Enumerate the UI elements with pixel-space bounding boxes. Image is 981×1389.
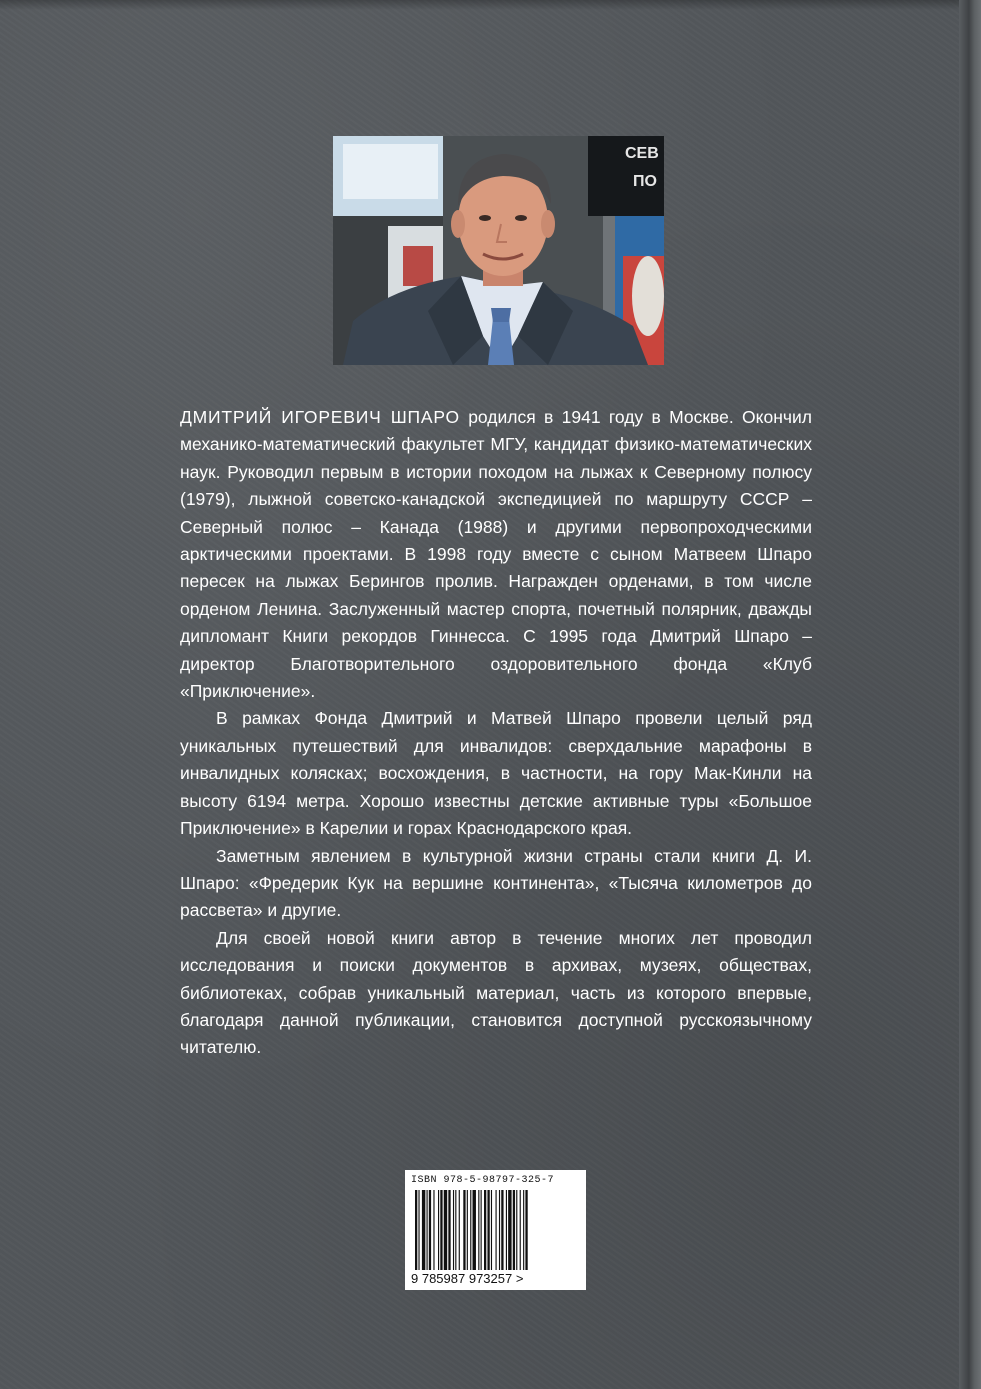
barcode-bar: [481, 1190, 482, 1270]
barcode-bar: [429, 1190, 431, 1270]
isbn-barcode: [405, 1170, 586, 1290]
bio-paragraph-2: В рамках Фонда Дмитрий и Матвей Шпаро провели целый ряд уникальных путешествий для инвалидов: сверхдальние марафоны в инвалидных колясках; восхождения, в частности, на гору Мак-Кинли на высоту 6194 метра. Хорошо известны детские активные туры «Большое Приключение» в Карелии и горах Краснодарского края.: [180, 708, 812, 839]
bio-paragraph-1: [180, 404, 812, 705]
poster-text-line2: ПО: [633, 173, 657, 190]
barcode-bar: [455, 1190, 456, 1270]
top-edge-shadow: [0, 0, 981, 10]
barcode-bar: [459, 1190, 460, 1270]
barcode-bar: [523, 1190, 524, 1270]
barcode-bar: [415, 1190, 417, 1270]
barcode-bar: [513, 1190, 515, 1270]
barcode-bar: [448, 1190, 450, 1270]
barcode-bar: [478, 1190, 479, 1270]
bio-paragraph-3: Заметным явлением в культурной жизни страны стали книги Д. И. Шпаро: «Фредерик Кук на вершине континента», «Тысяча километров до рассвета» и другие.: [180, 845, 812, 921]
barcode-bar: [438, 1190, 439, 1270]
barcode-bar: [484, 1190, 486, 1270]
bio-paragraph-4: Для своей новой книги автор в течение многих лет проводил исследования и поиски документов в архивах, музеях, обществах, библиотеках, собрав уникальный материал, часть из которого впервые, благодаря данной публикации, становится доступной русскоязычному читателю.: [180, 927, 812, 1058]
bio-paragraph-1-text: родился в 1941 году в Москве. Окончил механико-математический факультет МГУ, кандидат физико-математических наук. Руководил первым в истории походом на лыжах к Северному полюсу (1979), лыжной советско-канадской экспедицией по маршруту СССР – Северный полюс – Канада (1988) и другими первопроходческими арктическими проектами. В 1998 году вместе с сыном Матвеем Шпаро пересек на лыжах Берингов пролив. Награжден орденами, в том числе орденом Ленина. Заслуженный мастер спорта, почетный полярник, дважды дипломант Книги рекордов Гиннесса. С 1995 года Дмитрий Шпаро – директор Благотворительного оздоровительного фонда «Клуб «Приключение».: [180, 407, 812, 702]
author-bio: [180, 404, 812, 1062]
author-portrait-illustration: [333, 136, 664, 365]
spine-edge: [959, 0, 981, 1389]
barcode-bar: [463, 1190, 465, 1270]
barcode-bar: [499, 1190, 500, 1270]
barcode-bar: [473, 1190, 476, 1270]
barcode-bar: [525, 1190, 527, 1270]
barcode-bar: [444, 1190, 447, 1270]
barcode-bar: [508, 1190, 511, 1270]
barcode-bars: [411, 1190, 580, 1270]
barcode-bar: [418, 1190, 419, 1270]
barcode-bar: [453, 1190, 454, 1270]
author-name: ДМИТРИЙ ИГОРЕВИЧ ШПАРО: [180, 407, 460, 427]
barcode-bar: [501, 1190, 503, 1270]
author-photo: [333, 136, 664, 365]
barcode-bar: [520, 1190, 521, 1270]
barcode-bar: [491, 1190, 492, 1270]
poster-text-line1: СЕВ: [625, 145, 659, 162]
ean-digits: 9 785987 973257 >: [411, 1271, 524, 1286]
barcode-bar: [433, 1190, 434, 1270]
barcode-bar: [427, 1190, 428, 1270]
barcode-bar: [440, 1190, 442, 1270]
barcode-bar: [496, 1190, 497, 1270]
isbn-number: ISBN 978-5-98797-325-7: [411, 1175, 555, 1186]
barcode-bar: [422, 1190, 425, 1270]
barcode-bar: [487, 1190, 489, 1270]
barcode-bar: [470, 1190, 471, 1270]
barcode-bar: [516, 1190, 517, 1270]
barcode-bar: [467, 1190, 468, 1270]
barcode-bar: [506, 1190, 507, 1270]
